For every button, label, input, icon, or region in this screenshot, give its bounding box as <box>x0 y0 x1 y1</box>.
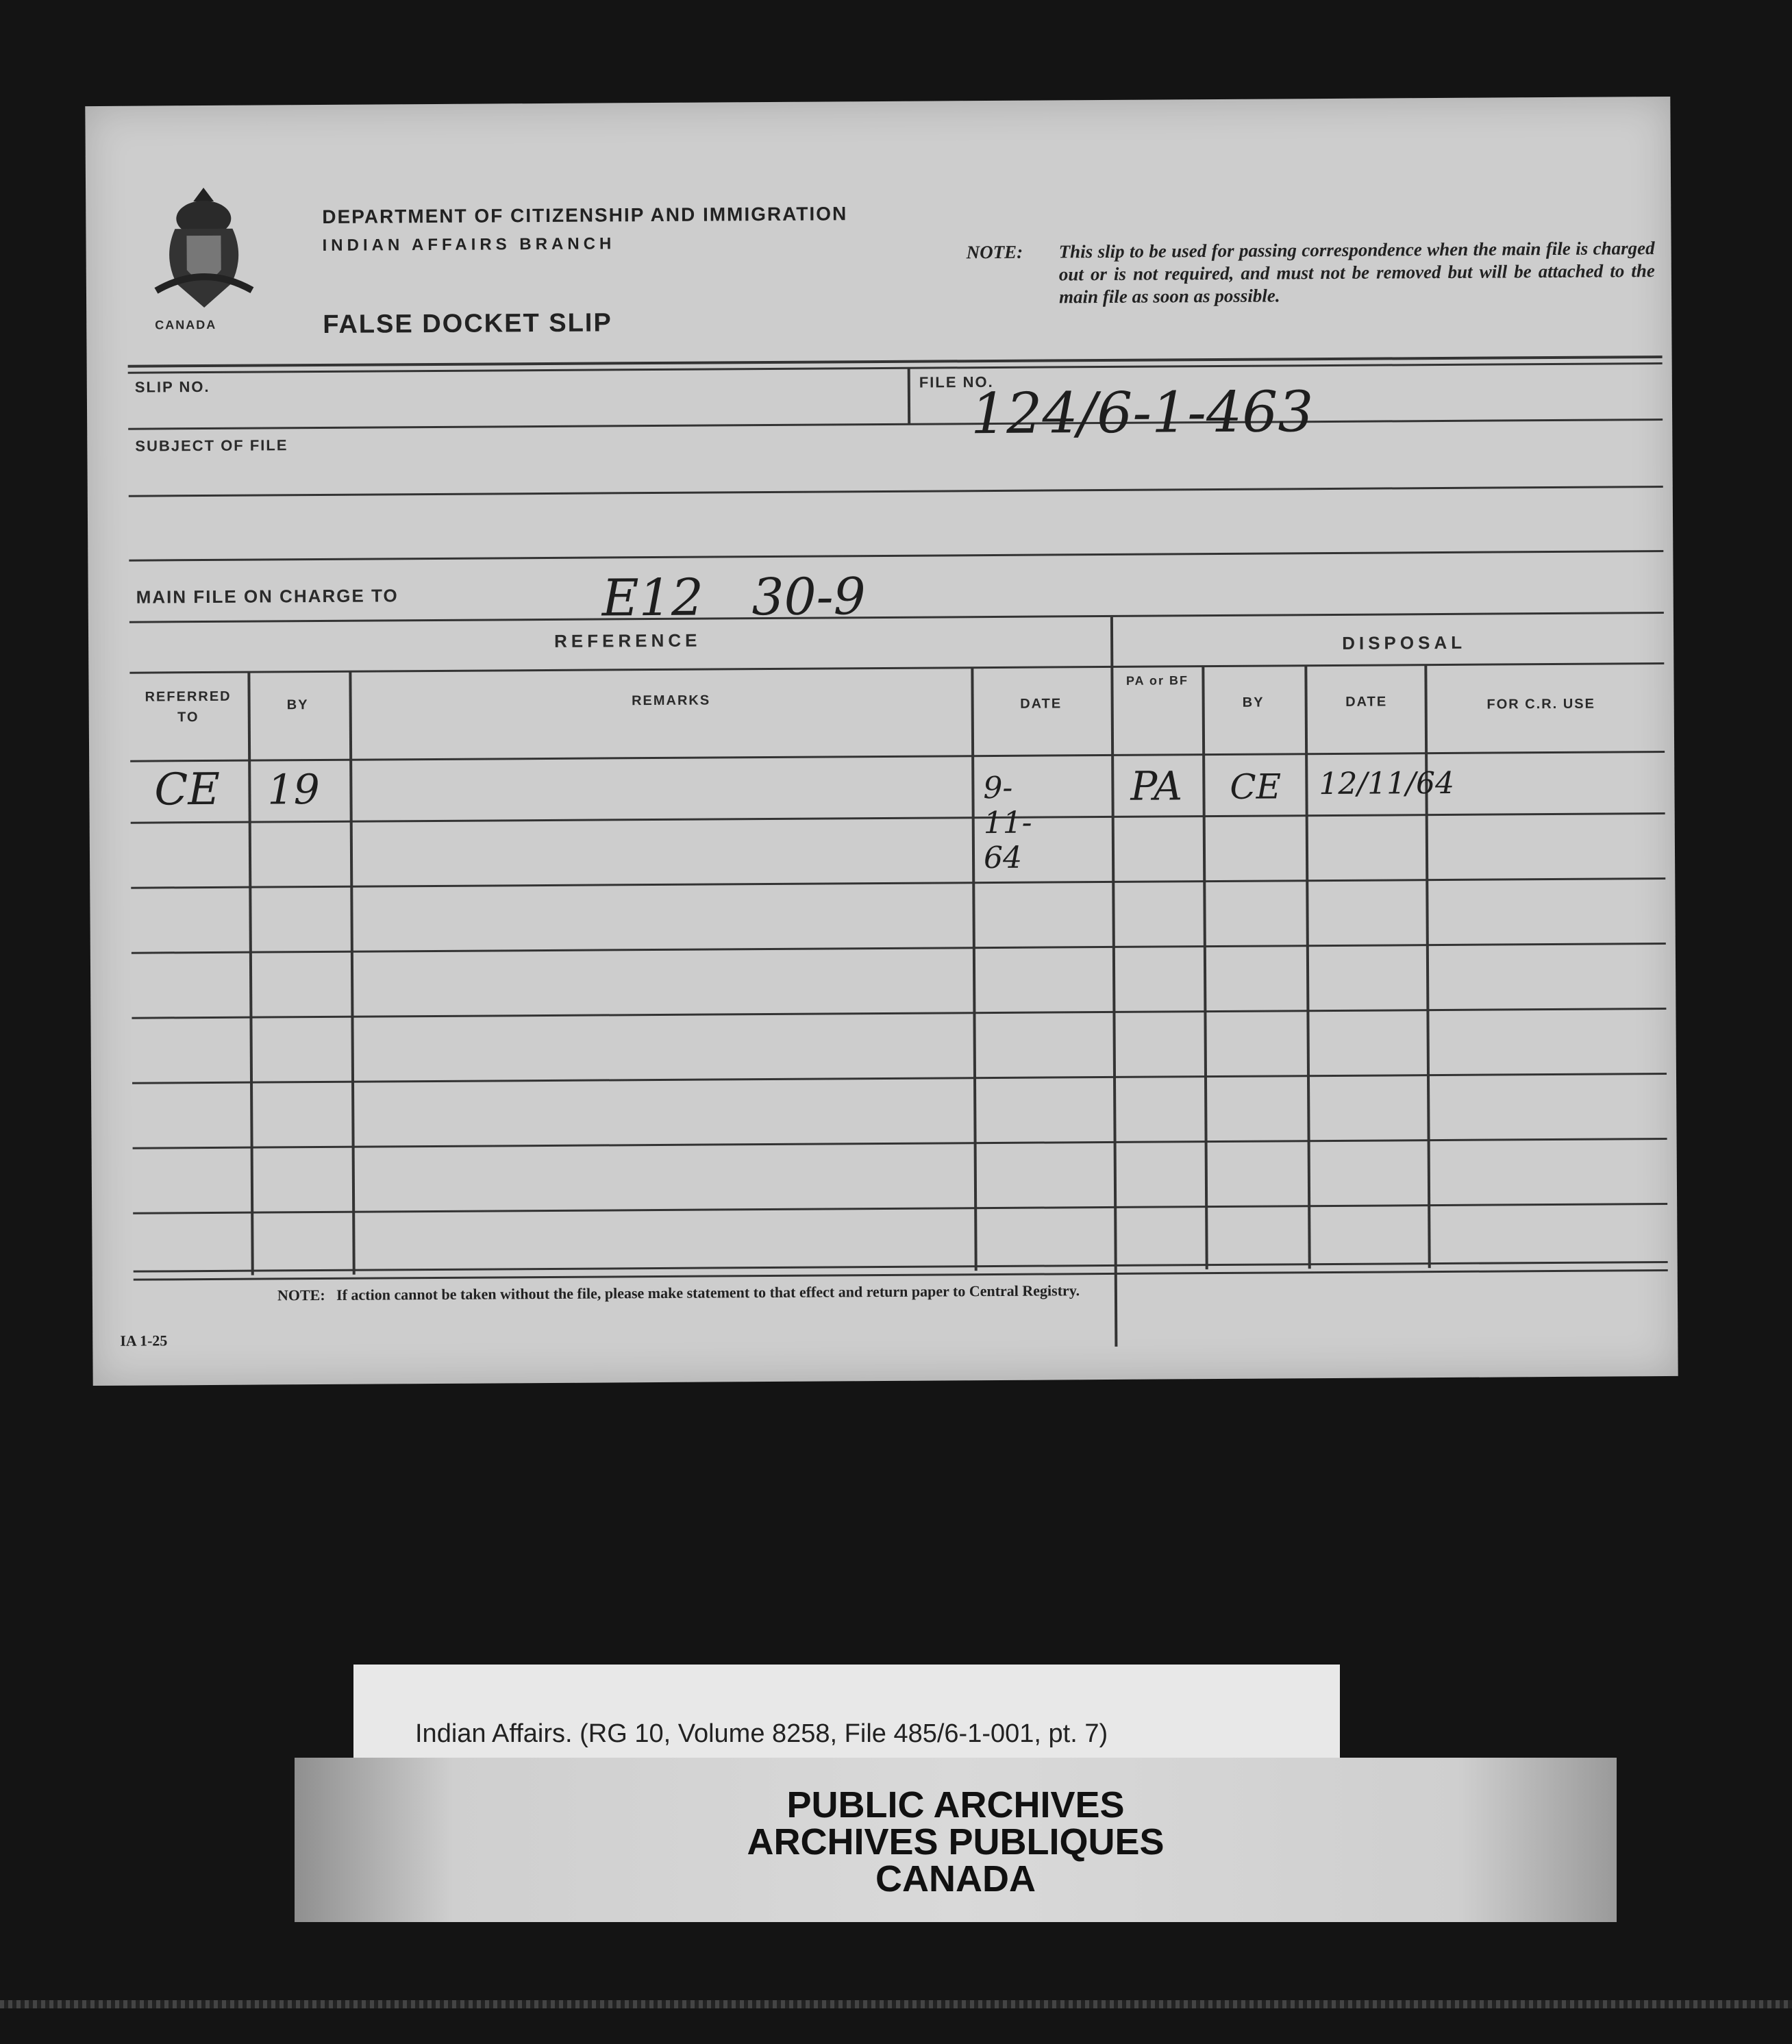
file-no-label: FILE NO. <box>919 373 994 391</box>
note-label: NOTE: <box>966 241 1023 263</box>
main-file-label: MAIN FILE ON CHARGE TO <box>136 585 399 608</box>
row-referred-to: CE <box>154 764 221 816</box>
col-referred-to: REFERRED TO <box>145 688 232 725</box>
coat-of-arms-icon <box>149 181 259 312</box>
row-date2: 12/11/64 <box>1319 765 1455 802</box>
form-title: FALSE DOCKET SLIP <box>323 308 612 339</box>
footer-note: NOTE: If action cannot be taken without the file, please make statement to that effect and return paper to Central Registry. <box>277 1282 1080 1304</box>
col-remarks: REMARKS <box>632 693 711 709</box>
docket-slip <box>85 97 1678 1386</box>
slip-no-label: SLIP NO. <box>134 377 210 396</box>
subject-label: SUBJECT OF FILE <box>135 436 288 455</box>
col-date: DATE <box>1020 696 1062 712</box>
row-date: 9-11-64 <box>983 770 1032 876</box>
col-pa-bf: PA or BF <box>1125 673 1189 688</box>
main-file-value: E12 30-9 <box>601 567 866 628</box>
col-date2: DATE <box>1345 694 1388 710</box>
col-by2: BY <box>1242 695 1265 710</box>
row-by: 19 <box>267 766 320 814</box>
department-name: DEPARTMENT OF CITIZENSHIP AND IMMIGRATION <box>322 203 848 227</box>
country-label: CANADA <box>155 317 217 332</box>
form-number: IA 1-25 <box>120 1332 168 1349</box>
archive-stamp <box>295 1758 1617 1922</box>
stamp-line-2: ARCHIVES PUBLIQUES <box>747 1821 1165 1862</box>
branch-name: INDIAN AFFAIRS BRANCH <box>322 234 616 255</box>
stamp-line-1: PUBLIC ARCHIVES <box>786 1784 1125 1825</box>
note-text: This slip to be used for passing correspondence when the main file is charged out or is not required, and must not be removed but will be attached to the main file as soon as possible. <box>1058 238 1655 308</box>
archive-citation: Indian Affairs. (RG 10, Volume 8258, File 485/6-1-001, pt. 7) <box>415 1719 1108 1748</box>
row-by2: CE <box>1230 766 1282 807</box>
reference-heading: REFERENCE <box>554 630 701 651</box>
disposal-heading: DISPOSAL <box>1342 632 1467 653</box>
film-edge <box>0 2000 1792 2008</box>
col-by: BY <box>286 697 309 713</box>
col-cr-use: FOR C.R. USE <box>1486 696 1595 712</box>
row-pa-bf: PA <box>1130 762 1183 810</box>
stamp-line-3: CANADA <box>875 1858 1036 1899</box>
file-no-value: 124/6-1-463 <box>970 379 1314 447</box>
